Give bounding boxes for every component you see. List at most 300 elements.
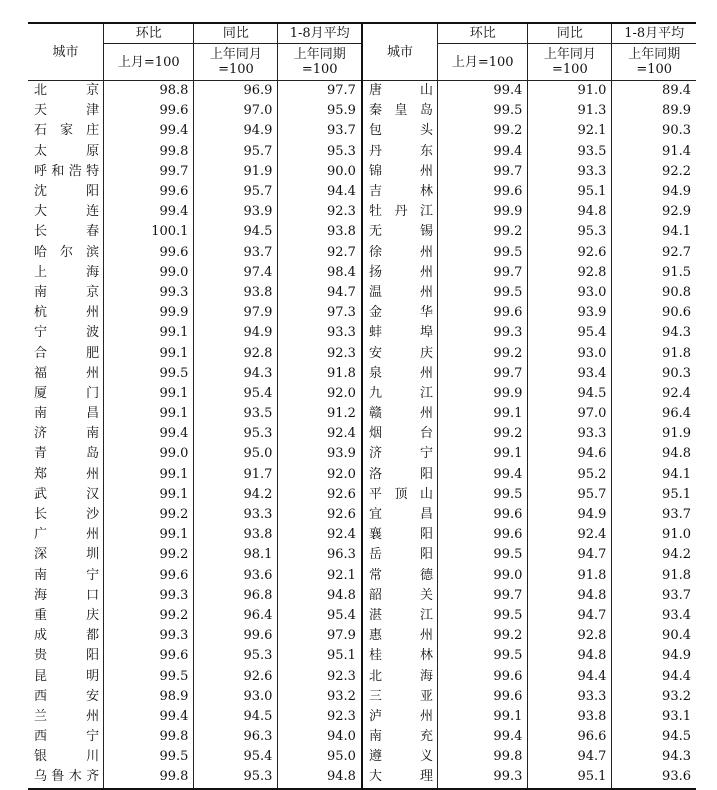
right-avg-cell: 93.4 (612, 606, 696, 626)
left-city-cell: 厦门 (28, 384, 104, 404)
left-yoy-cell: 94.2 (194, 485, 278, 505)
table-row (28, 586, 696, 606)
table-row (28, 364, 696, 384)
right-yoy-cell: 95.1 (528, 182, 612, 202)
left-city-cell: 宁波 (28, 323, 104, 343)
right-mom-cell: 99.9 (438, 202, 528, 222)
right-mom-cell: 99.9 (438, 384, 528, 404)
left-avg-cell: 93.8 (278, 222, 362, 242)
right-yoy-cell: 94.8 (528, 586, 612, 606)
right-yoy-cell: 94.7 (528, 545, 612, 565)
left-yoy-cell: 93.6 (194, 566, 278, 586)
header-avg-left: 1-8月平均 (278, 23, 362, 44)
right-avg-cell: 91.4 (612, 142, 696, 162)
right-yoy-cell: 95.1 (528, 767, 612, 788)
right-mom-cell: 99.2 (438, 222, 528, 242)
table-row (28, 263, 696, 283)
right-city-cell: 牡丹江 (362, 202, 438, 222)
right-city-cell: 常德 (362, 566, 438, 586)
right-yoy-cell: 92.8 (528, 626, 612, 646)
right-city-cell: 桂林 (362, 646, 438, 666)
right-avg-cell: 92.7 (612, 243, 696, 263)
right-mom-cell: 99.6 (438, 687, 528, 707)
left-avg-cell: 98.4 (278, 263, 362, 283)
left-yoy-cell: 92.8 (194, 343, 278, 363)
left-mom-cell: 99.5 (104, 364, 194, 384)
right-avg-cell: 94.3 (612, 747, 696, 767)
right-mom-cell: 99.7 (438, 364, 528, 384)
left-city-cell: 武汉 (28, 485, 104, 505)
right-city-cell: 岳阳 (362, 545, 438, 565)
right-avg-cell: 91.5 (612, 263, 696, 283)
right-avg-cell: 93.6 (612, 767, 696, 788)
left-mom-cell: 99.2 (104, 606, 194, 626)
right-yoy-cell: 94.7 (528, 606, 612, 626)
right-mom-cell: 99.1 (438, 707, 528, 727)
right-city-cell: 包头 (362, 121, 438, 141)
right-yoy-cell: 91.8 (528, 566, 612, 586)
left-avg-cell: 92.3 (278, 202, 362, 222)
left-avg-cell: 92.4 (278, 525, 362, 545)
left-city-cell: 广州 (28, 525, 104, 545)
left-mom-cell: 98.8 (104, 81, 194, 102)
left-mom-cell: 99.8 (104, 142, 194, 162)
left-avg-cell: 96.3 (278, 545, 362, 565)
right-yoy-cell: 93.3 (528, 424, 612, 444)
header-mom-base-left: 上月=100 (104, 44, 194, 81)
left-mom-cell: 99.1 (104, 525, 194, 545)
header-yoy-base-right: 上年同月=100 (528, 44, 612, 81)
left-mom-cell: 98.9 (104, 687, 194, 707)
left-avg-cell: 97.9 (278, 626, 362, 646)
left-city-cell: 银川 (28, 747, 104, 767)
left-mom-cell: 99.1 (104, 384, 194, 404)
right-mom-cell: 99.3 (438, 323, 528, 343)
left-avg-cell: 95.1 (278, 646, 362, 666)
table-row (28, 465, 696, 485)
right-yoy-cell: 96.6 (528, 727, 612, 747)
left-city-cell: 海口 (28, 586, 104, 606)
right-yoy-cell: 95.2 (528, 465, 612, 485)
left-mom-cell: 99.5 (104, 747, 194, 767)
table-row (28, 687, 696, 707)
right-city-cell: 大理 (362, 767, 438, 788)
right-city-cell: 泉州 (362, 364, 438, 384)
table-row (28, 182, 696, 202)
left-avg-cell: 92.0 (278, 465, 362, 485)
left-mom-cell: 99.2 (104, 505, 194, 525)
left-city-cell: 合肥 (28, 343, 104, 363)
table-row (28, 727, 696, 747)
left-avg-cell: 94.4 (278, 182, 362, 202)
left-avg-cell: 92.6 (278, 505, 362, 525)
left-city-cell: 长沙 (28, 505, 104, 525)
right-avg-cell: 94.9 (612, 182, 696, 202)
table-row (28, 767, 696, 788)
left-mom-cell: 99.3 (104, 283, 194, 303)
left-mom-cell: 99.2 (104, 545, 194, 565)
right-city-cell: 安庆 (362, 343, 438, 363)
right-city-cell: 泸州 (362, 707, 438, 727)
left-mom-cell: 99.4 (104, 121, 194, 141)
left-yoy-cell: 94.5 (194, 222, 278, 242)
right-avg-cell: 90.3 (612, 121, 696, 141)
table-row (28, 162, 696, 182)
table-row (28, 142, 696, 162)
table-row (28, 525, 696, 545)
left-city-cell: 贵阳 (28, 646, 104, 666)
right-city-cell: 遵义 (362, 747, 438, 767)
left-yoy-cell: 94.3 (194, 364, 278, 384)
right-city-cell: 湛江 (362, 606, 438, 626)
right-mom-cell: 99.5 (438, 243, 528, 263)
right-yoy-cell: 93.8 (528, 707, 612, 727)
right-yoy-cell: 91.3 (528, 101, 612, 121)
right-yoy-cell: 94.4 (528, 666, 612, 686)
left-yoy-cell: 95.3 (194, 424, 278, 444)
table-row (28, 283, 696, 303)
left-yoy-cell: 95.3 (194, 646, 278, 666)
right-city-cell: 金华 (362, 303, 438, 323)
left-yoy-cell: 91.9 (194, 162, 278, 182)
right-mom-cell: 99.3 (438, 767, 528, 788)
right-yoy-cell: 94.5 (528, 384, 612, 404)
table-row (28, 626, 696, 646)
left-yoy-cell: 95.4 (194, 384, 278, 404)
left-city-cell: 南宁 (28, 566, 104, 586)
right-city-cell: 赣州 (362, 404, 438, 424)
right-city-cell: 三亚 (362, 687, 438, 707)
left-avg-cell: 93.7 (278, 121, 362, 141)
left-yoy-cell: 94.5 (194, 707, 278, 727)
right-yoy-cell: 93.0 (528, 343, 612, 363)
right-mom-cell: 99.2 (438, 626, 528, 646)
left-avg-cell: 94.8 (278, 586, 362, 606)
table-row (28, 202, 696, 222)
table-row (28, 666, 696, 686)
right-city-cell: 秦皇岛 (362, 101, 438, 121)
table-row (28, 81, 696, 102)
left-yoy-cell: 99.6 (194, 626, 278, 646)
left-mom-cell: 99.9 (104, 303, 194, 323)
left-yoy-cell: 97.4 (194, 263, 278, 283)
header-mom-base-right: 上月=100 (438, 44, 528, 81)
right-mom-cell: 99.6 (438, 182, 528, 202)
right-avg-cell: 96.4 (612, 404, 696, 424)
right-avg-cell: 90.4 (612, 626, 696, 646)
right-avg-cell: 94.1 (612, 465, 696, 485)
left-city-cell: 呼和浩特 (28, 162, 104, 182)
right-avg-cell: 94.2 (612, 545, 696, 565)
right-avg-cell: 91.8 (612, 343, 696, 363)
left-yoy-cell: 91.7 (194, 465, 278, 485)
price-index-table (28, 22, 696, 790)
right-mom-cell: 99.4 (438, 727, 528, 747)
right-city-cell: 唐山 (362, 81, 438, 102)
left-city-cell: 西宁 (28, 727, 104, 747)
left-mom-cell: 99.1 (104, 465, 194, 485)
right-yoy-cell: 97.0 (528, 404, 612, 424)
right-avg-cell: 90.6 (612, 303, 696, 323)
table-row (28, 384, 696, 404)
right-avg-cell: 91.8 (612, 566, 696, 586)
left-yoy-cell: 96.8 (194, 586, 278, 606)
left-yoy-cell: 98.1 (194, 545, 278, 565)
left-avg-cell: 95.4 (278, 606, 362, 626)
right-yoy-cell: 95.7 (528, 485, 612, 505)
left-yoy-cell: 96.4 (194, 606, 278, 626)
left-city-cell: 南昌 (28, 404, 104, 424)
left-mom-cell: 99.3 (104, 586, 194, 606)
header-mom-right: 环比 (438, 23, 528, 44)
right-yoy-cell: 93.3 (528, 687, 612, 707)
left-avg-cell: 95.0 (278, 747, 362, 767)
left-avg-cell: 94.0 (278, 727, 362, 747)
table-row (28, 343, 696, 363)
left-mom-cell: 99.6 (104, 101, 194, 121)
right-city-cell: 徐州 (362, 243, 438, 263)
table-row (28, 505, 696, 525)
left-city-cell: 济南 (28, 424, 104, 444)
price-index-table-container (28, 22, 696, 790)
right-yoy-cell: 93.5 (528, 142, 612, 162)
right-yoy-cell: 92.4 (528, 525, 612, 545)
left-yoy-cell: 96.9 (194, 81, 278, 102)
right-avg-cell: 92.9 (612, 202, 696, 222)
left-yoy-cell: 93.3 (194, 505, 278, 525)
right-mom-cell: 99.2 (438, 424, 528, 444)
left-city-cell: 兰州 (28, 707, 104, 727)
left-avg-cell: 92.7 (278, 243, 362, 263)
right-yoy-cell: 92.1 (528, 121, 612, 141)
left-yoy-cell: 92.6 (194, 666, 278, 686)
right-avg-cell: 93.1 (612, 707, 696, 727)
right-yoy-cell: 93.4 (528, 364, 612, 384)
left-mom-cell: 99.0 (104, 444, 194, 464)
table-row (28, 606, 696, 626)
table-row (28, 485, 696, 505)
left-mom-cell: 99.8 (104, 767, 194, 788)
right-mom-cell: 99.7 (438, 586, 528, 606)
right-yoy-cell: 91.0 (528, 81, 612, 102)
left-avg-cell: 92.3 (278, 666, 362, 686)
left-mom-cell: 99.7 (104, 162, 194, 182)
left-mom-cell: 99.6 (104, 646, 194, 666)
right-avg-cell: 93.7 (612, 505, 696, 525)
right-avg-cell: 89.4 (612, 81, 696, 102)
right-mom-cell: 99.5 (438, 606, 528, 626)
header-city-left: 城市 (28, 23, 104, 81)
right-avg-cell: 92.2 (612, 162, 696, 182)
right-mom-cell: 99.2 (438, 343, 528, 363)
left-yoy-cell: 93.8 (194, 283, 278, 303)
left-yoy-cell: 93.8 (194, 525, 278, 545)
right-city-cell: 济宁 (362, 444, 438, 464)
header-avg-right: 1-8月平均 (612, 23, 696, 44)
left-avg-cell: 95.9 (278, 101, 362, 121)
left-mom-cell: 99.8 (104, 727, 194, 747)
table-row (28, 243, 696, 263)
table-row (28, 424, 696, 444)
header-yoy-left: 同比 (194, 23, 278, 44)
header-city-right: 城市 (362, 23, 438, 81)
left-yoy-cell: 93.0 (194, 687, 278, 707)
left-yoy-cell: 95.4 (194, 747, 278, 767)
left-avg-cell: 91.8 (278, 364, 362, 384)
left-yoy-cell: 95.7 (194, 182, 278, 202)
left-avg-cell: 90.0 (278, 162, 362, 182)
right-avg-cell: 90.8 (612, 283, 696, 303)
left-yoy-cell: 93.7 (194, 243, 278, 263)
table-row (28, 121, 696, 141)
left-avg-cell: 94.8 (278, 767, 362, 788)
left-mom-cell: 99.4 (104, 202, 194, 222)
left-city-cell: 石家庄 (28, 121, 104, 141)
right-mom-cell: 99.6 (438, 303, 528, 323)
right-city-cell: 扬州 (362, 263, 438, 283)
right-city-cell: 丹东 (362, 142, 438, 162)
left-city-cell: 青岛 (28, 444, 104, 464)
left-yoy-cell: 95.3 (194, 767, 278, 788)
left-avg-cell: 93.3 (278, 323, 362, 343)
table-row (28, 222, 696, 242)
table-row (28, 545, 696, 565)
right-yoy-cell: 93.0 (528, 283, 612, 303)
right-city-cell: 烟台 (362, 424, 438, 444)
left-mom-cell: 99.6 (104, 566, 194, 586)
left-avg-cell: 95.3 (278, 142, 362, 162)
right-mom-cell: 99.4 (438, 81, 528, 102)
left-city-cell: 郑州 (28, 465, 104, 485)
left-avg-cell: 92.3 (278, 707, 362, 727)
right-yoy-cell: 94.7 (528, 747, 612, 767)
left-mom-cell: 99.4 (104, 707, 194, 727)
left-mom-cell: 99.5 (104, 666, 194, 686)
left-city-cell: 沈阳 (28, 182, 104, 202)
right-city-cell: 北海 (362, 666, 438, 686)
left-yoy-cell: 94.9 (194, 121, 278, 141)
right-mom-cell: 99.8 (438, 747, 528, 767)
right-mom-cell: 99.6 (438, 666, 528, 686)
right-mom-cell: 99.5 (438, 545, 528, 565)
left-avg-cell: 93.9 (278, 444, 362, 464)
left-city-cell: 杭州 (28, 303, 104, 323)
right-avg-cell: 94.3 (612, 323, 696, 343)
table-body (28, 81, 696, 789)
left-city-cell: 长春 (28, 222, 104, 242)
left-city-cell: 福州 (28, 364, 104, 384)
left-yoy-cell: 97.0 (194, 101, 278, 121)
left-city-cell: 太原 (28, 142, 104, 162)
right-yoy-cell: 92.6 (528, 243, 612, 263)
right-mom-cell: 99.5 (438, 646, 528, 666)
right-avg-cell: 94.8 (612, 444, 696, 464)
right-city-cell: 温州 (362, 283, 438, 303)
right-city-cell: 惠州 (362, 626, 438, 646)
right-mom-cell: 99.5 (438, 485, 528, 505)
header-mom-left: 环比 (104, 23, 194, 44)
left-city-cell: 大连 (28, 202, 104, 222)
left-mom-cell: 99.1 (104, 343, 194, 363)
left-mom-cell: 99.4 (104, 424, 194, 444)
left-mom-cell: 99.6 (104, 243, 194, 263)
right-mom-cell: 99.6 (438, 525, 528, 545)
left-mom-cell: 99.1 (104, 404, 194, 424)
table-row (28, 646, 696, 666)
left-avg-cell: 92.4 (278, 424, 362, 444)
right-avg-cell: 89.9 (612, 101, 696, 121)
header-avg-base-left: 上年同期=100 (278, 44, 362, 81)
left-yoy-cell: 95.7 (194, 142, 278, 162)
right-mom-cell: 99.2 (438, 121, 528, 141)
left-avg-cell: 94.7 (278, 283, 362, 303)
right-yoy-cell: 94.8 (528, 202, 612, 222)
left-city-cell: 上海 (28, 263, 104, 283)
right-mom-cell: 99.1 (438, 444, 528, 464)
left-mom-cell: 99.0 (104, 263, 194, 283)
left-mom-cell: 100.1 (104, 222, 194, 242)
right-avg-cell: 95.1 (612, 485, 696, 505)
right-yoy-cell: 95.3 (528, 222, 612, 242)
table-row (28, 707, 696, 727)
left-yoy-cell: 97.9 (194, 303, 278, 323)
right-mom-cell: 99.1 (438, 404, 528, 424)
right-city-cell: 南充 (362, 727, 438, 747)
table-row (28, 747, 696, 767)
left-city-cell: 北京 (28, 81, 104, 102)
left-city-cell: 南京 (28, 283, 104, 303)
left-avg-cell: 92.6 (278, 485, 362, 505)
right-avg-cell: 93.2 (612, 687, 696, 707)
right-city-cell: 蚌埠 (362, 323, 438, 343)
table-row (28, 323, 696, 343)
left-mom-cell: 99.1 (104, 323, 194, 343)
right-yoy-cell: 94.6 (528, 444, 612, 464)
right-city-cell: 九江 (362, 384, 438, 404)
right-yoy-cell: 94.8 (528, 646, 612, 666)
right-city-cell: 无锡 (362, 222, 438, 242)
right-city-cell: 襄阳 (362, 525, 438, 545)
left-yoy-cell: 95.0 (194, 444, 278, 464)
left-avg-cell: 92.0 (278, 384, 362, 404)
right-mom-cell: 99.0 (438, 566, 528, 586)
right-city-cell: 平顶山 (362, 485, 438, 505)
right-yoy-cell: 94.9 (528, 505, 612, 525)
header-avg-base-right: 上年同期=100 (612, 44, 696, 81)
left-yoy-cell: 96.3 (194, 727, 278, 747)
right-mom-cell: 99.5 (438, 283, 528, 303)
table-row (28, 101, 696, 121)
left-city-cell: 天津 (28, 101, 104, 121)
left-city-cell: 深圳 (28, 545, 104, 565)
left-mom-cell: 99.3 (104, 626, 194, 646)
left-yoy-cell: 94.9 (194, 323, 278, 343)
right-yoy-cell: 92.8 (528, 263, 612, 283)
right-city-cell: 吉林 (362, 182, 438, 202)
right-avg-cell: 94.5 (612, 727, 696, 747)
table-row (28, 444, 696, 464)
table-row (28, 303, 696, 323)
right-mom-cell: 99.5 (438, 101, 528, 121)
table-row (28, 404, 696, 424)
left-city-cell: 哈尔滨 (28, 243, 104, 263)
right-avg-cell: 94.9 (612, 646, 696, 666)
header-yoy-right: 同比 (528, 23, 612, 44)
right-mom-cell: 99.4 (438, 465, 528, 485)
right-avg-cell: 93.7 (612, 586, 696, 606)
right-mom-cell: 99.7 (438, 263, 528, 283)
left-yoy-cell: 93.9 (194, 202, 278, 222)
